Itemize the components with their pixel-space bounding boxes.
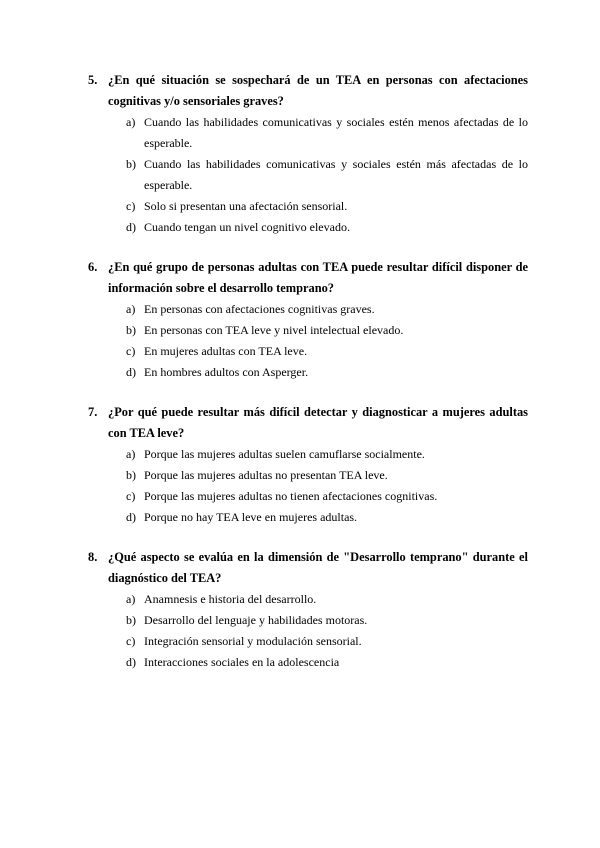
option-c — [88, 631, 528, 652]
option-text: Solo si presentan una afectación sensorial. — [144, 199, 348, 213]
option-text: Anamnesis e historia del desarrollo. — [144, 592, 317, 606]
option-a — [88, 299, 528, 320]
option-letter: a) — [126, 447, 136, 461]
option-text: Porque no hay TEA leve en mujeres adultas. — [144, 510, 358, 524]
option-text: Porque las mujeres adultas no presentan TEA leve. — [144, 468, 388, 482]
question-number: 5. — [88, 73, 98, 87]
question-number: 7. — [88, 405, 98, 419]
option-text: En mujeres adultas con TEA leve. — [144, 344, 308, 358]
option-text: Cuando las habilidades comunicativas y sociales estén más afectadas de lo esperable. — [144, 157, 528, 192]
option-text: Desarrollo del lenguaje y habilidades motoras. — [144, 613, 368, 627]
option-text: Interacciones sociales en la adolescencia — [144, 655, 340, 669]
question-6 — [88, 257, 528, 383]
option-d — [88, 652, 528, 673]
option-letter: b) — [126, 613, 136, 627]
answer-options — [88, 299, 528, 383]
option-b — [88, 465, 528, 486]
question-text: ¿En qué grupo de personas adultas con TEA puede resultar difícil disponer de información sobre el desarrollo temprano? — [108, 260, 528, 295]
option-letter: a) — [126, 592, 136, 606]
option-letter: a) — [126, 302, 136, 316]
question-text: ¿En qué situación se sospechará de un TEA en personas con afectaciones cognitivas y/o sensoriales graves? — [108, 73, 528, 108]
option-a — [88, 112, 528, 154]
option-letter: b) — [126, 468, 136, 482]
option-letter: b) — [126, 157, 136, 171]
option-d — [88, 507, 528, 528]
question-5 — [88, 70, 528, 238]
option-text: En personas con TEA leve y nivel intelectual elevado. — [144, 323, 404, 337]
option-letter: c) — [126, 344, 136, 358]
option-letter: d) — [126, 220, 136, 234]
option-d — [88, 217, 528, 238]
option-text: Porque las mujeres adultas suelen camuflarse socialmente. — [144, 447, 425, 461]
option-letter: d) — [126, 365, 136, 379]
option-text: Porque las mujeres adultas no tienen afectaciones cognitivas. — [144, 489, 438, 503]
option-letter: b) — [126, 323, 136, 337]
option-c — [88, 341, 528, 362]
answer-options — [88, 112, 528, 238]
option-text: Integración sensorial y modulación sensorial. — [144, 634, 362, 648]
option-b — [88, 154, 528, 196]
option-letter: d) — [126, 510, 136, 524]
option-letter: c) — [126, 199, 136, 213]
question-heading — [88, 70, 528, 112]
question-number: 8. — [88, 550, 98, 564]
option-a — [88, 589, 528, 610]
question-text: ¿Por qué puede resultar más difícil detectar y diagnosticar a mujeres adultas con TEA leve? — [108, 405, 528, 440]
answer-options — [88, 589, 528, 673]
question-7 — [88, 402, 528, 528]
option-text: Cuando las habilidades comunicativas y sociales estén menos afectadas de lo esperable. — [144, 115, 528, 150]
option-letter: d) — [126, 655, 136, 669]
option-letter: c) — [126, 489, 136, 503]
answer-options — [88, 444, 528, 528]
question-number: 6. — [88, 260, 98, 274]
option-text: Cuando tengan un nivel cognitivo elevado. — [144, 220, 350, 234]
question-heading — [88, 547, 528, 589]
question-heading — [88, 257, 528, 299]
option-c — [88, 196, 528, 217]
option-b — [88, 610, 528, 631]
option-text: En hombres adultos con Asperger. — [144, 365, 309, 379]
option-d — [88, 362, 528, 383]
option-letter: c) — [126, 634, 136, 648]
option-c — [88, 486, 528, 507]
question-heading — [88, 402, 528, 444]
question-text: ¿Qué aspecto se evalúa en la dimensión de "Desarrollo temprano" durante el diagnóstico del TEA? — [108, 550, 528, 585]
question-8 — [88, 547, 528, 673]
option-a — [88, 444, 528, 465]
option-letter: a) — [126, 115, 136, 129]
option-text: En personas con afectaciones cognitivas graves. — [144, 302, 375, 316]
option-b — [88, 320, 528, 341]
